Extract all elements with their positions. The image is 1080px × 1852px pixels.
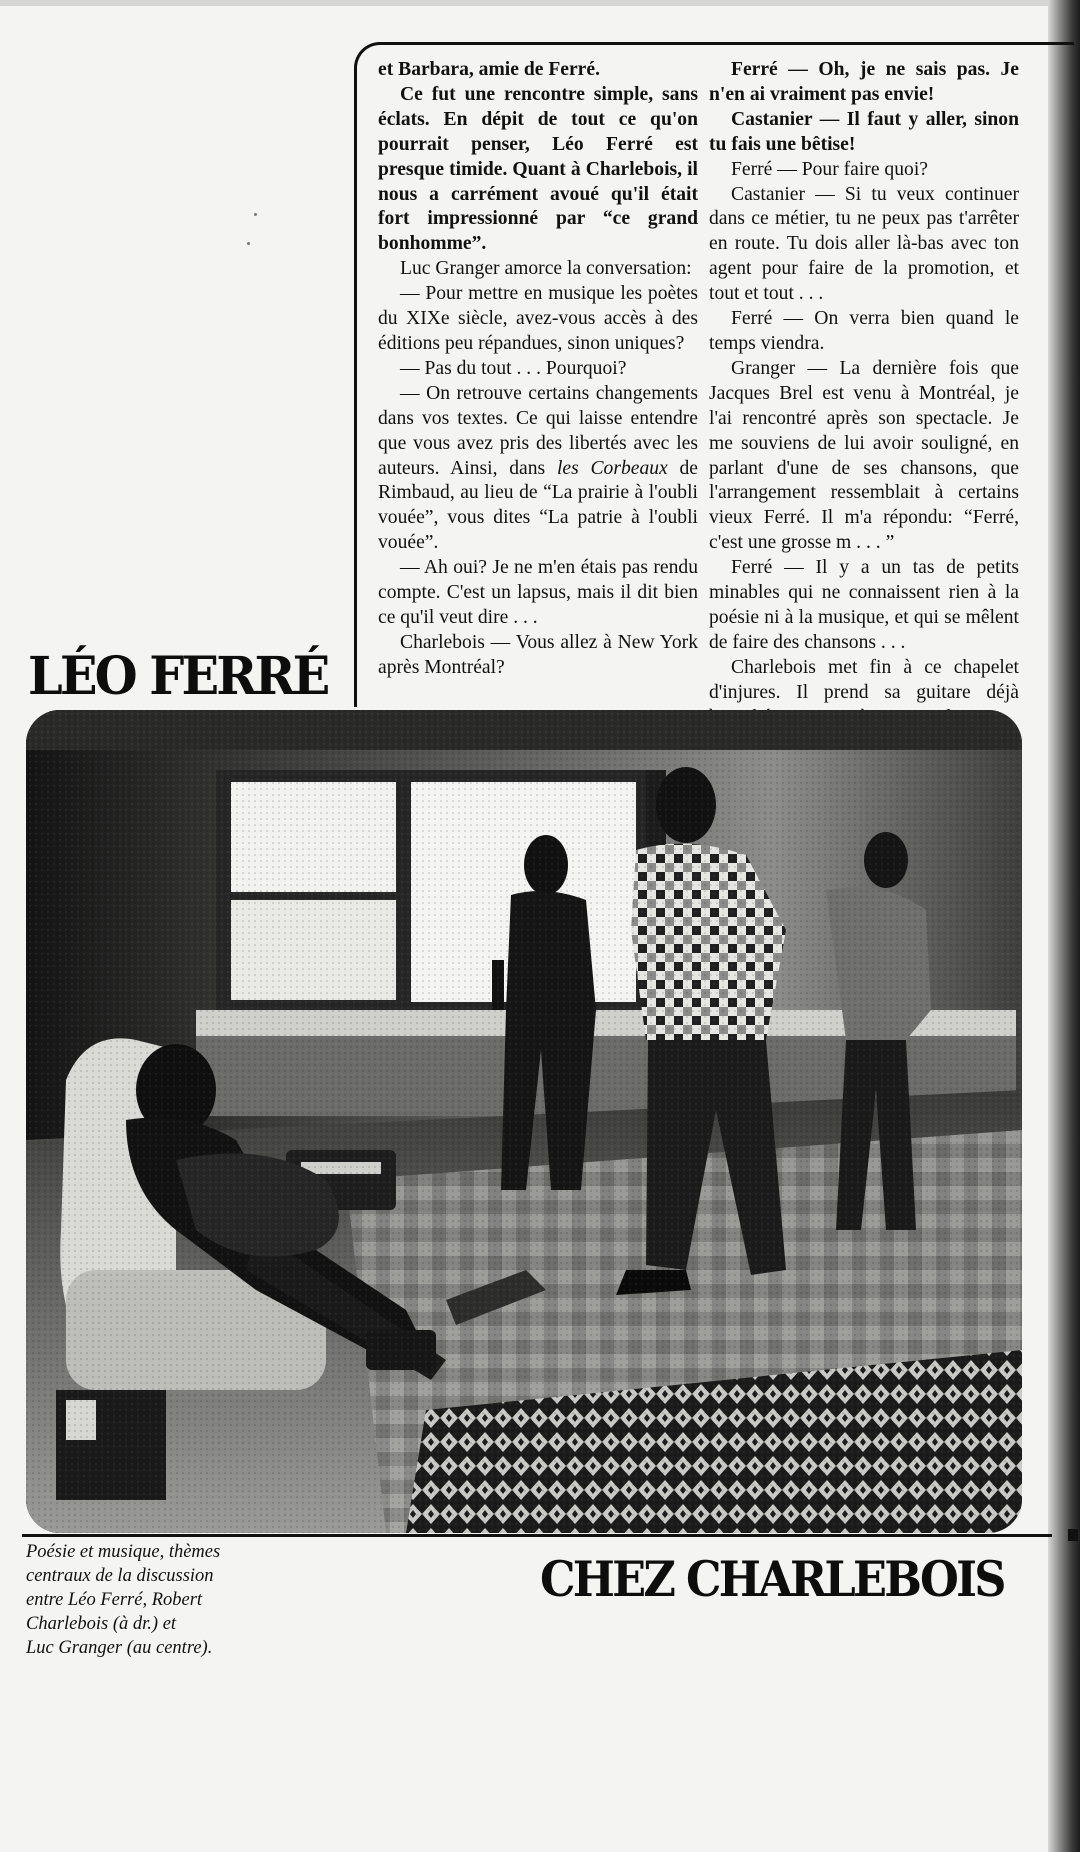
speck: [254, 213, 257, 216]
article-paragraph: Ferré — Pour faire quoi?: [731, 158, 928, 180]
article-paragraph: et Barbara, amie de Ferré.: [378, 59, 600, 80]
article-paragraph: Charlebois — Vous allez à New York après Montréal?: [378, 631, 698, 678]
headline-top: LÉO FERRÉ: [28, 646, 328, 707]
caption-rule-tick: [1068, 1529, 1078, 1541]
headline-bottom: CHEZ CHARLEBOIS: [540, 1550, 1004, 1608]
poem-title: les Corbeaux: [556, 457, 668, 479]
photo-charlebois-living-room: [26, 710, 1022, 1533]
article-column-2: [709, 58, 1019, 730]
article-paragraph: Ferré — On verra bien quand le temps viendra.: [709, 308, 1019, 354]
article-paragraph: Castanier — Il faut y aller, sinon tu fais une bêtise!: [709, 108, 1019, 155]
article-paragraph: — Pour mettre en musique les poètes du XIXe siècle, avez-vous accès à des éditions peu répandues, sinon uniques?: [378, 283, 698, 354]
article-paragraph: Ferré — Oh, je ne sais pas. Je n'en ai vraiment pas envie!: [709, 59, 1019, 105]
article-paragraph: Castanier — Si tu veux continuer dans ce métier, tu ne peux pas t'arrêter en route. Tu dois aller là-bas avec ton agent pour faire de la promotion, et tout et tout . . .: [709, 183, 1019, 305]
article-paragraph: Luc Granger amorce la conversation:: [400, 258, 692, 280]
article-paragraph: Charlebois met fin à ce chapelet d'injures. Il prend sa guitare déjà: [709, 656, 1019, 703]
caption-line: centraux de la discussion: [26, 1566, 214, 1586]
article-paragraph: Ce fut une rencontre simple, sans éclats. En dépit de tout ce qu'on pourrait penser, Léo Ferré est presque timide. Quant à Charlebois, il nous a carrément avoué qu'il était fort impressionné par “ce grand bonhomme”.: [378, 83, 698, 255]
speck: [247, 242, 250, 245]
caption-rule: [22, 1534, 1052, 1537]
page-top-edge: [0, 0, 1048, 6]
article-column-1: [378, 58, 698, 681]
article-paragraph: Granger — La dernière fois que Jacques Brel est venu à Montréal, je l'ai rencontré après son spectacle. Je me souviens de lui avoir souligné, en parlant d'une de ses chansons, que l'arrangement ressemblait à certains vieux Ferré. Il m'a répondu: “Ferré, c'est une grosse m . . . ”: [709, 357, 1019, 554]
caption-line: Poésie et musique, thèmes: [26, 1542, 221, 1562]
article-paragraph: Ferré — Il y a un tas de petits minables qui ne connaissent rien à la poésie ni à la musique, et qui se mêlent de faire des chansons . . .: [709, 557, 1019, 653]
article-paragraph: — On retrouve certains changements dans vos textes. Ce qui laisse entendre que vous avez pris des libertés avec les auteurs. Ainsi, dans les Corbeaux de Rimbaud, au lieu de “La prairie à l'oubli vouée”, vous dites “La patrie à l'oubli vouée”.: [378, 382, 698, 554]
caption-line: entre Léo Ferré, Robert: [26, 1590, 203, 1610]
article-paragraph: — Ah oui? Je ne m'en étais pas rendu compte. C'est un lapsus, mais il dit bien ce qu'il veut dire . . .: [378, 557, 698, 628]
caption-line: Luc Granger (au centre).: [26, 1638, 213, 1658]
article-paragraph: — Pas du tout . . . Pourquoi?: [400, 357, 627, 379]
photo-caption: [26, 1540, 266, 1660]
caption-line: Charlebois (à dr.) et: [26, 1614, 177, 1634]
